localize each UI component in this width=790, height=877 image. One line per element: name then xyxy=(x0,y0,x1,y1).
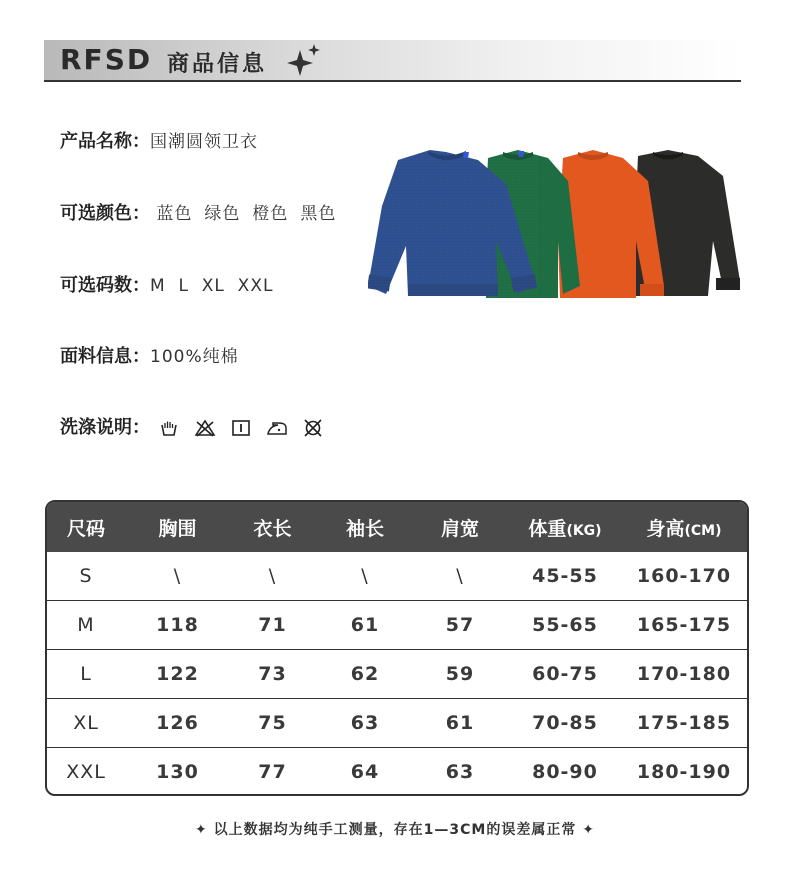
cell-shoulder: 63 xyxy=(445,761,475,783)
cell-weight: 80-90 xyxy=(532,761,598,783)
table-row xyxy=(47,747,747,796)
size-table xyxy=(45,500,749,796)
cell-length: 73 xyxy=(258,663,287,685)
wash-label: 洗涤说明： xyxy=(60,417,150,438)
header-height: 身高(CM) xyxy=(646,517,722,540)
header-sleeve: 袖长 xyxy=(345,517,384,540)
measurement-footnote: ✦ 以上数据均为纯手工测量，存在1—3CM的误差属正常 ✦ xyxy=(195,822,595,838)
cell-shoulder: \ xyxy=(456,565,464,587)
fabric-row xyxy=(60,344,239,370)
cell-length: 71 xyxy=(258,614,287,636)
size-options-row xyxy=(60,273,273,299)
table-header xyxy=(47,502,747,552)
color-option-orange: 橙色 xyxy=(252,204,289,224)
cell-sleeve: \ xyxy=(361,565,369,587)
cell-length: 77 xyxy=(258,761,287,783)
cell-height: 180-190 xyxy=(636,761,732,783)
cell-size: XL xyxy=(73,712,99,734)
table-row xyxy=(47,600,747,649)
cell-weight: 60-75 xyxy=(532,663,598,685)
sparkle-icon xyxy=(286,44,322,76)
table-row xyxy=(47,649,747,698)
cell-length: \ xyxy=(268,565,277,587)
cell-chest: 122 xyxy=(156,663,199,685)
header-chest: 胸围 xyxy=(158,517,197,540)
product-name-label: 产品名称： xyxy=(60,131,150,152)
product-name-value: 国潮圆领卫衣 xyxy=(150,132,258,152)
no-bleach-icon xyxy=(194,417,216,439)
cell-size: L xyxy=(80,663,92,685)
no-dry-clean-icon xyxy=(302,417,324,439)
brand-title: RFSD xyxy=(60,43,153,76)
table-row xyxy=(47,698,747,747)
table-body xyxy=(47,552,747,796)
cell-weight: 70-85 xyxy=(532,712,598,734)
cell-sleeve: 63 xyxy=(350,712,380,734)
size-options-value: M L XL XXL xyxy=(150,276,274,296)
cell-chest: \ xyxy=(173,565,182,587)
cell-chest: 126 xyxy=(156,712,199,734)
header-shoulder: 肩宽 xyxy=(440,517,479,540)
cell-sleeve: 62 xyxy=(350,663,380,685)
cell-sleeve: 61 xyxy=(350,614,380,636)
wash-icons xyxy=(158,417,324,439)
section-title: 商品信息 xyxy=(167,52,268,77)
cell-size: S xyxy=(79,565,93,587)
color-option-black: 黑色 xyxy=(300,204,337,224)
product-image xyxy=(368,146,748,306)
cell-height: 170-180 xyxy=(636,663,732,685)
cell-shoulder: 61 xyxy=(445,712,475,734)
cell-chest: 130 xyxy=(156,761,199,783)
cell-chest: 118 xyxy=(156,614,199,636)
cell-height: 175-185 xyxy=(636,712,732,734)
cell-size: XXL xyxy=(66,761,106,783)
cell-height: 165-175 xyxy=(636,614,732,636)
wash-row xyxy=(60,415,324,441)
cell-weight: 55-65 xyxy=(532,614,598,636)
cell-length: 75 xyxy=(258,712,287,734)
header-length: 衣长 xyxy=(253,517,292,540)
color-options-label: 可选颜色： xyxy=(60,203,150,224)
fabric-label: 面料信息： xyxy=(60,346,150,367)
sweater-blue xyxy=(368,146,538,298)
color-option-blue: 蓝色 xyxy=(156,204,193,224)
color-options-row xyxy=(60,201,348,227)
product-name-row xyxy=(60,129,258,155)
cell-weight: 45-55 xyxy=(532,565,598,587)
cell-size: M xyxy=(77,614,95,636)
iron-icon xyxy=(266,417,288,439)
header-banner xyxy=(44,40,741,82)
fabric-value: 100%纯棉 xyxy=(150,347,239,367)
hand-wash-icon xyxy=(158,417,180,439)
cell-sleeve: 64 xyxy=(350,761,380,783)
table-row xyxy=(47,552,747,600)
cell-height: 160-170 xyxy=(636,565,732,587)
size-options-label: 可选码数： xyxy=(60,275,150,296)
header-size: 尺码 xyxy=(66,517,105,540)
cell-shoulder: 59 xyxy=(445,663,475,685)
cell-shoulder: 57 xyxy=(445,614,475,636)
tumble-dry-icon xyxy=(230,417,252,439)
color-option-green: 绿色 xyxy=(204,204,241,224)
header-weight: 体重(KG) xyxy=(528,517,602,540)
